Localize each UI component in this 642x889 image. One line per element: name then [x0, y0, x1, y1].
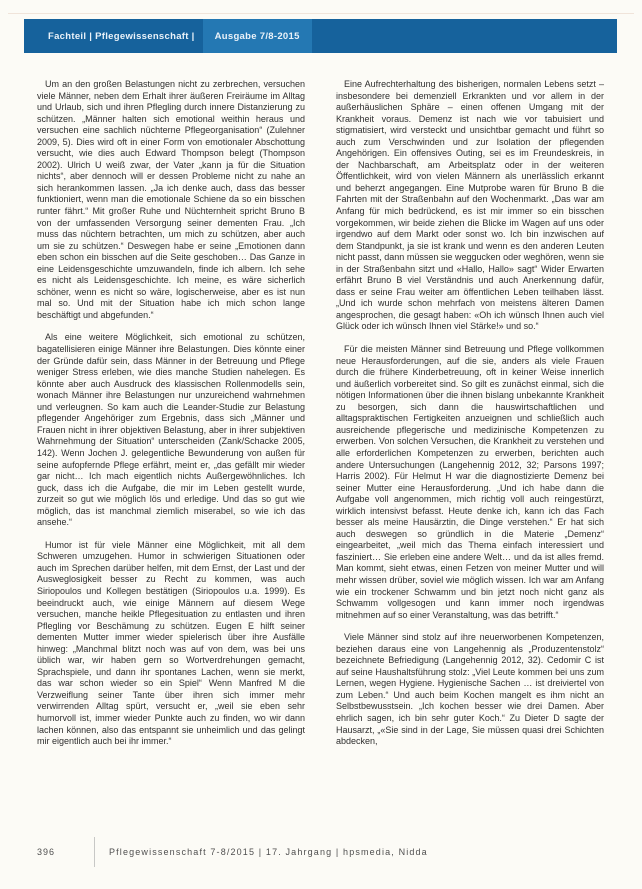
paragraph-herausforderungen: Für die meisten Männer sind Betreuung und Pflege vollkommen neue Herausforderungen, auf die sie, anders als viele Frauen durch die frühere Kinderbetreuung, oft in keiner Weise innerlich und äußerlich vorbereitet sind. So gilt es zunächst einmal, sich die nötigen Informationen über die ihnen bislang unbekannte Krankheit zu besorgen, sich dann die hauswirtschaftlichen und alltagspraktischen Fertigkeiten anzueignen und schließlich auch ausreichende pflegerische und medizinische Kompetenzen zu erwerben. Von solchen Versuchen, die Krankheit zu verstehen und alle erforderlichen Kompetenzen zu erwerben, berichten auch andere Untersuchungen (Langehennig 2012, 32; Parsons 1997; Harris 2002). Für Helmut H war die diagnostizierte Demenz bei seiner Mutter eine Herausforderung. „Und ich habe dann die Aufgabe voll angenommen, mich richtig voll auch reingestürzt, wirklich intensivst befasst. Heute denke ich, kann ich das Fach besser als meine Hausärztin, die Dinge verstehen.“ Er hat sich auch deswegen so gründlich in die Materie „Demenz“ eingearbeitet, „weil mich das Thema einfach interessiert und fasziniert… Sie erleben eine andere Welt… und da ist alles fremd. Man kommt, sieht etwas, einen Fetzen von meiner Mutter und will mehr wissen drüber, soviel wie möglich wissen. Ich war am Anfang wie ein trockener Schwamm und bin jetzt noch nicht ganz als Schwamm vollgesogen und kann immer noch irgendwas mitnehmen auf so einer Veranstaltung, was das betrifft.“ [336, 344, 604, 620]
page-header-bar [24, 19, 617, 53]
paragraph-bagatellisieren: Als eine weitere Möglichkeit, sich emotional zu schützen, bagatellisieren einige Männer ihre Belastungen. Dies könnte einer der Gründe dafür sein, dass Männer in der Betreuung und Pflege weniger Stress erleben, wie dies manche Studien nahelegen. Es könnte aber auch Ausdruck des klassischen Rollenmodells sein, wonach Männer ihre Belastungen nur unzureichend wahrnehmen und verleugnen. So kam auch die Leander-Studie zur Belastung pflegender Angehöriger zum Ergebnis, dass sich „Männer und Frauen nicht in ihrer objektiven Belastung, aber in ihrer subjektiven Wahrnehmung der Situation“ unterscheiden (Zank/Schacke 2005, 142). Wenn Jochen J. gelegentliche Bewunderung von außen für seine aufopfernde Pflege erfährt, meint er, „das gefällt mir wieder gar nicht… Ich mach eigentlich nichts Außergewöhnliches. Ich guck, dass ich die Aufgabe, die mir im Leben gestellt wurde, zurzeit so gut wie möglich lös und erledige. Und das so gut wie möglich, das ist manchmal ziemlich miserabel, so wie ich das ansehe.“ [37, 332, 305, 528]
page-number: 396 [37, 847, 56, 857]
journal-citation-line: Pflegewissenschaft 7-8/2015 | 17. Jahrgang | hpsmedia, Nidda [109, 847, 428, 857]
header-issue-label: Ausgabe 7/8-2015 [203, 19, 312, 53]
header-text [24, 19, 312, 53]
article-body [37, 79, 605, 759]
paragraph-produzentenstolz: Viele Männer sind stolz auf ihre neuerworbenen Kompetenzen, beziehen daraus eine von Langehennig als „Produzentenstolz“ bezeichnete Befriedigung (Langehennig 2012, 32). Cedomir C ist auf seine Haushaltsführung stolz: „Viel Leute kommen bei uns zum Lernen, wegen Hygiene. Hygienische Sachen … ist dreiviertel von zum Leben.“ Und auch beim Kochen mangelt es ihm nicht an Selbstbewusstsein. „Ich kochen besser wie drei Damen. Aber ehrlich sagen, ich bin sehr guter Koch.“ Zu Dieter D sagte der Hausarzt, „«Sie sind in der Lage, Sie müssen quasi drei Schichten abdecken, [336, 632, 604, 747]
paragraph-distanzierung: Um an den großen Belastungen nicht zu zerbrechen, versuchen viele Männer, neben dem Erhalt ihrer äußeren Freiräume im Alltag und Urlaub, sich und ihren Pflegling durch innere Distanzierung zu schützen. „Männer halten sich emotional weithin heraus und versuchen eine sachlich nüchterne Pflegeorganisation“ (Zulehner 2009, 5). Dies wird oft in einer Form von emotionaler Abschottung versucht, wie dies auch Edward Thompson belegt (Thompson 2002). Ulrich U weiß zwar, der Vater „kann ja für die Situation nichts“, aber dennoch will er dessen Probleme nicht zu nahe an sich herankommen lassen. „Ja ich denke auch, dass das besser funktioniert, wenn man die emotionale Schiene da so ein bisschen runter fährt.“ Mit großer Ruhe und Nüchternheit spricht Bruno B von der umfassenden Versorgung seiner dementen Frau. „Ich muss das nüchtern betrachten, um mich zu schützen, aber auch um sie zu schützen.“ Deswegen habe er seine „Emotionen dann eben schon ein bisschen auf die Seite geschoben… Das Ganze in eine Leidensgeschichte umzuwandeln, finde ich albern. Ich sehe es nicht als Leidensgeschichte. Ich meine, es wäre sicherlich schöner, wenn es nicht so wäre, logischerweise, aber es ist nun mal so. Und mit der Situation habe ich mich schon lange beschäftigt und abgefunden.“ [37, 79, 305, 320]
paragraph-humor: Humor ist für viele Männer eine Möglichkeit, mit all dem Schweren umzugehen. Humor in schwierigen Situationen oder auch im Sprechen darüber helfen, mit dem Ernst, der Last und der Ausweglosigkeit besser zu Recht zu kommen, was auch Siriopoulos und Kollegen bestätigen (Siriopoulos u.a. 1999). Es beeindruckt auch, wie einige Männern auf diesem Wege versuchen, manche heikle Pflegesituation zu entlasten und ihren Pflegling vor Beschämung zu schützen. Eugen E hilft seiner dementen Mutter immer wieder spielerisch über ihre Ausfälle hinweg: „Manchmal blitzt noch was auf von dem, was bei uns üblich war, wir haben gern so Wortverdrehungen gemacht, Sprachspiele, und dann ihr spontanes Lachen, wenn sie merkt, das war schon wieder so ein Spiel“ Wenn Manfred M die Verzweiflung seiner Tante über ihren sich immer mehr verwirrenden Alltag spürt, versucht er, „weil sie eben sehr humorvoll ist, immer wieder Punkte auch zu finden, wo wir dann lachen können, also das entspannt sie unheimlich und das gelingt mir eigentlich auch bei ihr immer.“ [37, 539, 305, 747]
footer-divider [94, 837, 95, 867]
paragraph-offener-umgang: Eine Aufrechterhaltung des bisherigen, normalen Lebens setzt – insbesondere bei demenziell Erkrankten und vor allem in der außerhäuslichen Sphäre – einen offenen Umgang mit der Krankheit voraus. Demenz ist nach wie vor tabuisiert und stigmatisiert, wird versteckt und unsichtbar gemacht und führt so auch zum Verschwinden und zur Isolation der pflegenden Angehörigen. Ein offensives Outing, sei es im Freundeskreis, in der Nachbarschaft, am Arbeitsplatz oder in der weiteren Öffentlichkeit, wird von vielen Männern als unerlässlich erkannt und beherzt angegangen. Eine Mutprobe waren für Bruno B die Fahrten mit der Straßenbahn auf den Wochenmarkt. „Das war am Anfang für mich bedrückend, es ist mir immer so ein bisschen vorgekommen, wir beide ziehen die Blicke im Wagen auf uns oder irgendwo auf dem Markt oder sonst wo. Ich bin inzwischen auf dem Standpunkt, ja sie ist krank und wenn es den anderen Leuten nicht passt, dann müssen sie weggucken oder weghören, wenn sie in der Straßenbahn sitzt und «Hallo, Hallo» sagt“ Wider Erwarten erfährt Bruno B viel Verständnis und auch Anerkennung dafür, dass er seine Frau weiter am öffentlichen Leben teilhaben lässt. „Und ich wurde schon mehrfach von meistens älteren Damen angesprochen, die gesagt haben: «Oh ich wünsch Ihnen auch viel Glück oder ich wünsch Ihnen viel Stärke!» und so.“ [336, 79, 604, 332]
page-footer [37, 837, 428, 867]
page-top-scan-line [8, 13, 634, 14]
text-column-right [336, 79, 604, 759]
header-section-label: Fachteil | Pflegewissenschaft | [48, 30, 195, 42]
text-column-left [37, 79, 305, 759]
